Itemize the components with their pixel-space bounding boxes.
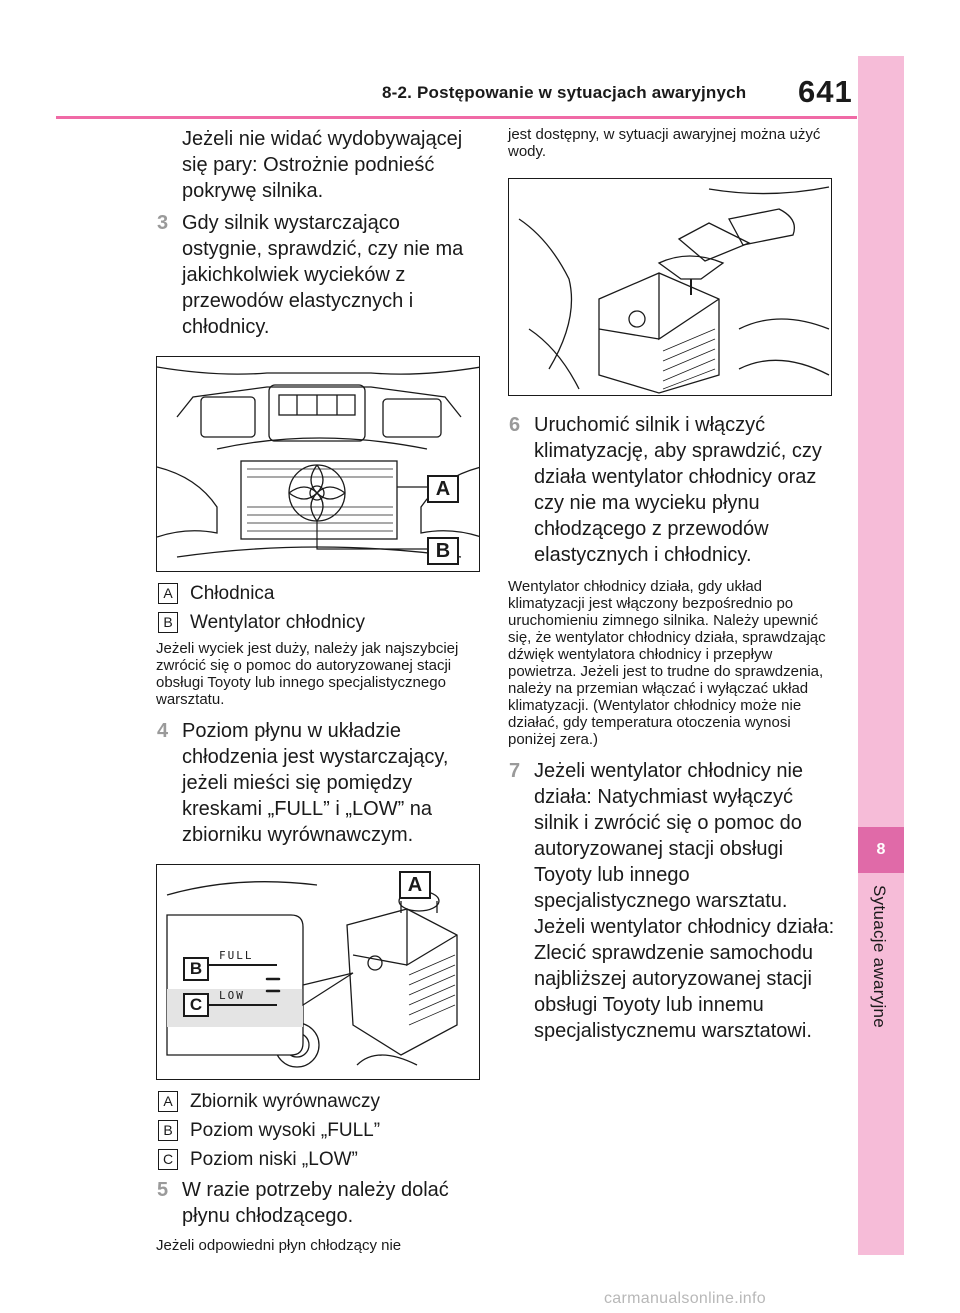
intro-text: Jeżeli nie widać wydobywającej się pary: Ostrożnie podnieść pokrywę silnika.: [182, 128, 463, 202]
chapter-side-tab: [858, 56, 904, 1255]
step-4: [156, 718, 484, 848]
header-rule: [56, 116, 857, 119]
legend-key: A: [158, 1091, 178, 1112]
legend-text: Chłodnica: [190, 583, 275, 604]
step-text: Poziom płynu w układzie chłodzenia jest wystarczający, jeżeli mieści się pomiędzy kreskami „FULL” i „LOW” na zbiorniku wyrównawczym.: [182, 720, 449, 846]
legend-key: B: [158, 612, 178, 633]
legend-text: Wentylator chłodnicy: [190, 612, 365, 633]
step-number: 5: [157, 1179, 169, 1201]
right-column: [508, 126, 838, 1044]
reservoir-figure: [156, 864, 480, 1080]
note-water: Jeżeli odpowiedni płyn chłodzący nie: [156, 1237, 402, 1254]
legend-list-2: [156, 1088, 484, 1173]
engine-bay-figure: [156, 356, 480, 572]
watermark: carmanualsonline.info: [604, 1290, 766, 1307]
section-title: 8-2. Postępowanie w sytuacjach awaryjnych: [382, 83, 747, 102]
step-6: [508, 412, 838, 568]
figure-label-a: A: [427, 475, 459, 503]
step-text: Jeżeli wentylator chłodnicy nie działa: Natychmiast wyłączyć silnik i zwrócić się o pomoc do autoryzowanej stacji obsługi Toyoty lub innego specjalistycznego warsztatu.: [534, 760, 804, 912]
note-fan: Wentylator chłodnicy działa, gdy układ klimatyzacji jest włączony bezpośrednio po uruchomieniu zimnego silnika. Należy upewnić się, że wentylator chłodnicy działa, sprawdzając dźwięk wentylatora chłodnicy i przepływ powietrza. Jeżeli jest to trudne do sprawdzenia, należy na przemian włączać i wyłączać układ klimatyzacji. (Wentylator chłodnicy może nie działać, gdy temperatura otoczenia wynosi poniżej zera.): [508, 578, 826, 748]
chapter-number: 8: [858, 827, 904, 873]
refill-illustration: [509, 179, 832, 396]
legend-item-a: [156, 580, 484, 607]
step-number: 3: [157, 212, 169, 234]
legend-text: Poziom niski „LOW”: [190, 1149, 358, 1170]
refill-figure: [508, 178, 832, 396]
step-text: Uruchomić silnik i włączyć klimatyzację, aby sprawdzić, czy działa wentylator chłodnicy oraz czy nie ma wycieku płynu chłodzącego z przewodów elastycznych i chłodnicy.: [534, 414, 822, 566]
figure-label-b: B: [427, 537, 459, 565]
step-text: W razie potrzeby należy dolać płynu chłodzącego.: [182, 1179, 449, 1227]
legend-item-b: [156, 609, 484, 636]
figure-label-c: C: [183, 993, 209, 1017]
page-number: 641: [798, 74, 853, 109]
legend-list-1: [156, 580, 484, 636]
step-5: [156, 1177, 484, 1229]
step-number: 7: [509, 760, 521, 782]
legend-text: Poziom wysoki „FULL”: [190, 1120, 381, 1141]
left-column: [156, 126, 484, 1254]
legend-key: A: [158, 583, 178, 604]
step-text-continued: Jeżeli wentylator chłodnicy działa: Zlecić sprawdzenie samochodu najbliższej autoryzowanej stacji obsługi Toyoty lub innemu specjalistycznemu warsztatowi.: [534, 916, 835, 1042]
low-mark-text: LOW: [219, 989, 245, 1002]
figure-label-b: B: [183, 957, 209, 981]
figure-label-a: A: [399, 871, 431, 899]
legend-item-c: [156, 1146, 484, 1173]
step-3: [156, 210, 484, 340]
legend-key: B: [158, 1120, 178, 1141]
full-mark-text: FULL: [219, 949, 254, 962]
step-text: Gdy silnik wystarczająco ostygnie, sprawdzić, czy nie ma jakichkolwiek wycieków z przewodów elastycznych i chłodnicy.: [182, 212, 464, 338]
note-leak: Jeżeli wyciek jest duży, należy jak najszybciej zwrócić się o pomoc do autoryzowanej stacji obsługi Toyoty lub innego specjalistycznego warsztatu.: [156, 640, 459, 708]
legend-key: C: [158, 1149, 178, 1170]
step-7: [508, 758, 838, 1044]
step-number: 4: [157, 720, 169, 742]
legend-text: Zbiornik wyrównawczy: [190, 1091, 381, 1112]
note-water-continued: jest dostępny, w sytuacji awaryjnej można użyć wody.: [508, 126, 821, 160]
legend-item-a: [156, 1088, 484, 1115]
step-number: 6: [509, 414, 521, 436]
legend-item-b: [156, 1117, 484, 1144]
chapter-label: Sytuacje awaryjne: [870, 885, 889, 1029]
